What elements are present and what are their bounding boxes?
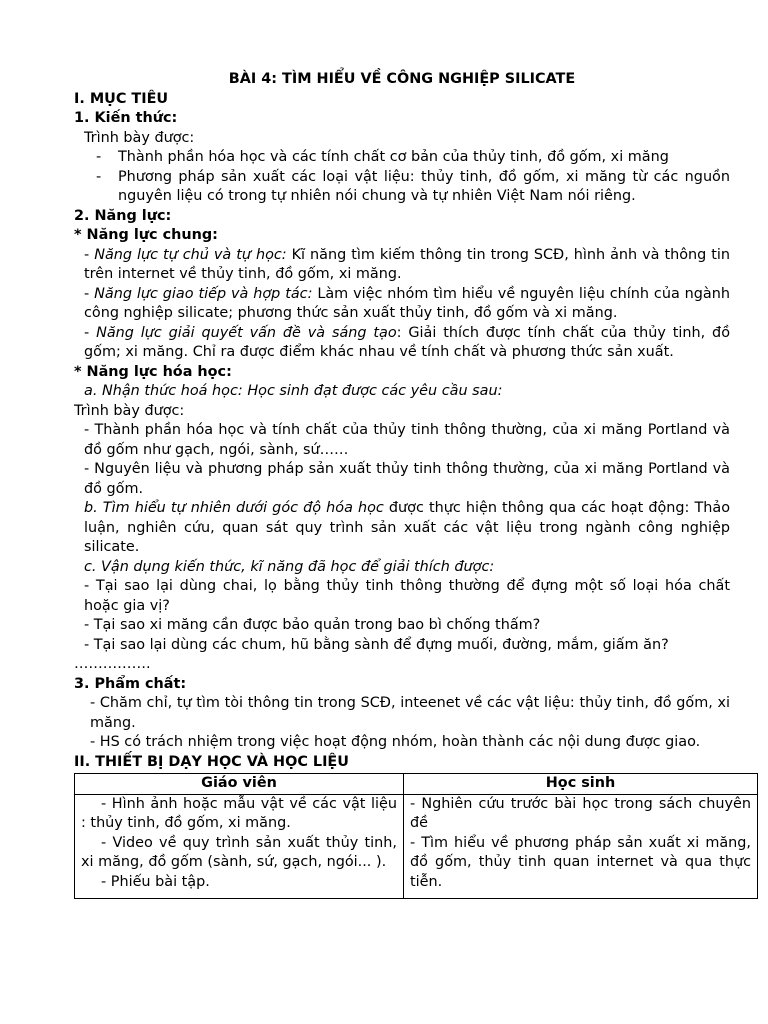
- general-ability-item: - Năng lực giao tiếp và hợp tác: Làm việc nhóm tìm hiểu về nguyên liệu chính của ngành công nghiệp silicate; phương thức sản xuất thủy tinh, đồ gốm và xi măng.: [84, 285, 730, 321]
- knowledge-item-text: Phương pháp sản xuất các loại vật liệu: thủy tinh, đồ gốm, xi măng từ các nguồn nguyên liệu có trong tự nhiên nói chung và tự nhiên Việt Nam nói riêng.: [118, 168, 730, 204]
- table-row: [75, 794, 758, 899]
- quality-item: - HS có trách nhiệm trong việc hoạt động nhóm, hoàn thành các nội dung được giao.: [90, 734, 701, 750]
- cognition-label: a. Nhận thức hoá học: Học sinh đạt được các yêu cầu sau:: [84, 383, 503, 399]
- explore-paragraph: [74, 499, 730, 558]
- cognition-item: - Nguyên liệu và phương pháp sản xuất thủy tinh thông thường, của xi măng Portland và đồ gốm.: [84, 461, 730, 497]
- general-ability-heading: * Năng lực chung:: [74, 227, 218, 243]
- quality-heading: 3. Phẩm chất:: [74, 675, 187, 692]
- ability-label: Năng lực tự chủ và tự học:: [94, 246, 287, 263]
- teacher-item: - Phiếu bài tập.: [101, 873, 210, 890]
- general-ability-item: - Năng lực tự chủ và tự học: Kĩ năng tìm kiếm thông tin trong SCĐ, hình ảnh và thông tin trên internet về thủy tinh, đồ gốm, xi măng.: [84, 246, 731, 282]
- student-cell: [404, 794, 758, 899]
- student-item: - Nghiên cứu trước bài học trong sách chuyên đề: [410, 795, 751, 831]
- apply-label: c. Vận dụng kiến thức, kĩ năng đã học để giải thích được:: [84, 558, 495, 575]
- column-header-student: Học sinh: [404, 774, 758, 795]
- apply-dots: …………….: [74, 656, 151, 672]
- apply-item: - Tại sao xi măng cần được bảo quản trong bao bì chống thấm?: [84, 617, 541, 633]
- ability-text: : Giải thích được tính chất của thủy tinh, đồ gốm; xi măng. Chỉ ra được điểm khác nhau về tính chất và phương thức sản xuất.: [84, 324, 730, 360]
- lesson-title: BÀI 4: TÌM HIỂU VỀ CÔNG NGHIỆP SILICATE: [228, 71, 576, 87]
- knowledge-intro: Trình bày được:: [84, 129, 195, 146]
- table-header-row: [75, 774, 758, 795]
- ability-text: Làm việc nhóm tìm hiểu về nguyên liệu chính của ngành công nghiệp silicate; phương thức sản xuất thủy tinh, đồ gốm và xi măng.: [84, 285, 730, 321]
- quality-item: - Chăm chỉ, tự tìm tòi thông tin trong SCĐ, inteenet về các vật liệu: thủy tinh, đồ gốm, xi măng.: [90, 695, 730, 731]
- knowledge-item: - Phương pháp sản xuất các loại vật liệu: thủy tinh, đồ gốm, xi măng từ các nguồn nguyên liệu có trong tự nhiên nói chung và tự nhiên Việt Nam nói riêng.: [74, 168, 730, 207]
- column-header-teacher: Giáo viên: [75, 774, 404, 795]
- knowledge-item: - Thành phần hóa học và các tính chất cơ bản của thủy tinh, đồ gốm, xi măng: [74, 148, 730, 168]
- explore-label: b. Tìm hiểu tự nhiên dưới góc độ hóa học: [84, 500, 384, 516]
- section-equipment-heading: II. THIẾT BỊ DẠY HỌC VÀ HỌC LIỆU: [74, 753, 349, 770]
- cognition-intro: Trình bày được:: [74, 402, 185, 419]
- ability-label: Năng lực giao tiếp và hợp tác:: [94, 285, 313, 302]
- cognition-item: - Thành phần hóa học và tính chất của thủy tinh thông thường, của xi măng Portland và đồ gốm như gạch, ngói, sành, sứ……: [84, 422, 730, 458]
- apply-item: - Tại sao lại dùng các chum, hũ bằng sành để đựng muối, đường, mắm, giấm ăn?: [84, 636, 669, 653]
- chemistry-ability-heading: * Năng lực hóa học:: [74, 363, 232, 380]
- knowledge-heading: 1. Kiến thức:: [74, 110, 178, 126]
- knowledge-item-text: Thành phần hóa học và các tính chất cơ bản của thủy tinh, đồ gốm, xi măng: [118, 149, 669, 165]
- explore-text: được thực hiện thông qua các hoạt động: Thảo luận, nghiên cứu, quan sát quy trình sản xuất các vật liệu trong ngành công nghiệp silicate.: [84, 500, 730, 555]
- student-item: - Tìm hiểu về phương pháp sản xuất xi măng, đồ gốm, thủy tinh quan internet và qua thực tiễn.: [410, 834, 751, 890]
- ability-text: Kĩ năng tìm kiếm thông tin trong SCĐ, hình ảnh và thông tin trên internet về thủy tinh, đồ gốm, xi măng.: [84, 246, 731, 282]
- equipment-table: [74, 773, 758, 899]
- document-body: [74, 70, 751, 899]
- teacher-item: - Hình ảnh hoặc mẫu vật về các vật liệu : thủy tinh, đồ gốm, xi măng.: [81, 795, 397, 831]
- general-ability-item: - Năng lực giải quyết vấn đề và sáng tạo: Giải thích được tính chất của thủy tinh, đồ gốm; xi măng. Chỉ ra được điểm khác nhau về tính chất và phương thức sản xuất.: [84, 324, 730, 360]
- teacher-cell: [75, 794, 404, 899]
- ability-heading: 2. Năng lực:: [74, 207, 172, 224]
- ability-label: Năng lực giải quyết vấn đề và sáng tạo: [96, 324, 397, 341]
- section-objectives-heading: I. MỤC TIÊU: [74, 90, 169, 107]
- apply-item: - Tại sao lại dùng chai, lọ bằng thủy tinh thông thường để đựng một số loại hóa chất hoặc gia vị?: [84, 578, 730, 614]
- teacher-item: - Video về quy trình sản xuất thủy tinh, xi măng, đồ gốm (sành, sứ, gạch, ngói... ).: [81, 834, 397, 870]
